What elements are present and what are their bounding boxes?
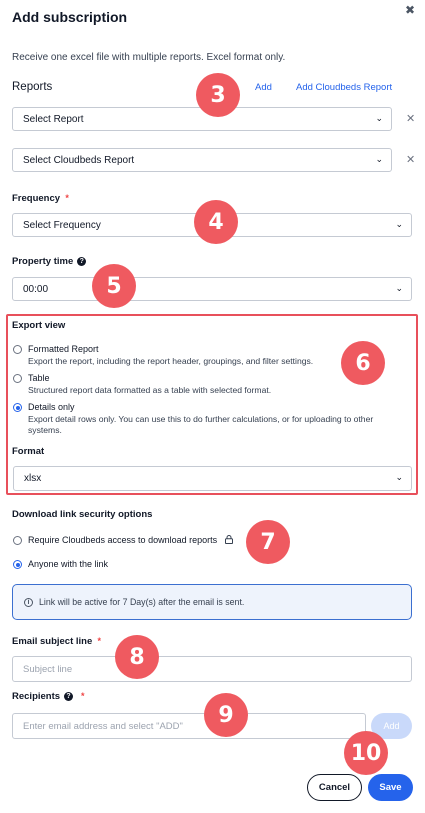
details-only-desc-2: systems.	[28, 424, 62, 435]
anyone-with-link-label: Anyone with the link	[28, 559, 109, 569]
frequency-value: Select Frequency	[23, 219, 101, 231]
close-icon[interactable]: ✖	[405, 3, 416, 17]
annotation-badge-6: 6	[341, 341, 385, 385]
help-icon[interactable]: ?	[77, 257, 86, 266]
radio-table[interactable]	[13, 374, 22, 383]
property-time-select[interactable]	[12, 277, 412, 301]
require-access-label: Require Cloudbeds access to download reports	[28, 535, 233, 545]
annotation-badge-5: 5	[92, 264, 136, 308]
chevron-down-icon: ⌄	[395, 283, 403, 293]
radio-anyone-with-link[interactable]	[13, 560, 22, 569]
help-icon[interactable]: ?	[64, 692, 73, 701]
property-time-value: 00:00	[23, 283, 49, 295]
format-value: xlsx	[24, 473, 42, 484]
annotation-badge-9: 9	[204, 693, 248, 737]
select-cloudbeds-report-value: Select Cloudbeds Report	[23, 154, 135, 166]
annotation-badge-3: 3	[196, 73, 240, 117]
required-marker: *	[97, 636, 102, 646]
save-button[interactable]: Save	[368, 774, 413, 801]
radio-require-cloudbeds-access[interactable]	[13, 536, 22, 545]
formatted-report-label: Formatted Report	[28, 344, 99, 354]
select-report-value: Select Report	[23, 113, 84, 125]
chevron-down-icon: ⌄	[375, 113, 383, 123]
add-cloudbeds-report-link[interactable]: Add Cloudbeds Report	[296, 82, 393, 93]
remove-cloudbeds-report-icon[interactable]: ✕	[406, 154, 416, 166]
cancel-button[interactable]: Cancel	[307, 774, 362, 801]
format-select[interactable]	[13, 466, 412, 491]
add-report-link[interactable]: Add	[255, 82, 272, 93]
chevron-down-icon: ⌄	[395, 472, 403, 482]
required-marker: *	[65, 193, 69, 203]
annotation-badge-8: 8	[115, 635, 159, 679]
info-text: Link will be active for 7 Day(s) after the email is sent.	[39, 597, 245, 607]
lock-icon	[225, 535, 233, 544]
chevron-down-icon: ⌄	[395, 219, 403, 229]
export-view-label: Export view	[12, 320, 66, 331]
info-icon: i	[24, 598, 33, 607]
table-desc: Structured report data formatted as a table with selected format.	[28, 385, 272, 395]
dialog-title: Add subscription	[12, 9, 128, 25]
formatted-report-desc: Export the report, including the report header, groupings, and filter settings.	[28, 356, 314, 366]
info-banner	[12, 584, 412, 620]
remove-report-icon[interactable]: ✕	[406, 113, 416, 125]
frequency-label: Frequency *	[12, 193, 69, 204]
email-subject-input[interactable]: Subject line	[12, 656, 412, 682]
download-security-label: Download link security options	[12, 509, 153, 520]
recipients-input[interactable]: Enter email address and select "ADD"	[12, 713, 366, 739]
reports-label: Reports	[12, 81, 53, 93]
add-recipient-button[interactable]: Add	[371, 713, 412, 739]
property-time-label: Property time ?	[12, 256, 86, 267]
format-label: Format	[12, 446, 45, 457]
radio-formatted-report[interactable]	[13, 345, 22, 354]
details-only-label: Details only	[28, 402, 75, 412]
annotation-badge-4: 4	[194, 200, 238, 244]
email-subject-label: Email subject line *	[12, 636, 102, 647]
annotation-badge-10: 10	[344, 731, 388, 775]
details-only-desc-1: Export detail rows only. You can use this to do further calculations, or for uploading to other	[28, 414, 374, 424]
select-cloudbeds-report-dropdown[interactable]	[12, 148, 392, 172]
dialog-description: Receive one excel file with multiple reports. Excel format only.	[12, 52, 286, 63]
chevron-down-icon: ⌄	[375, 154, 383, 164]
annotation-badge-7: 7	[246, 520, 290, 564]
recipients-label: Recipients ? *	[12, 691, 85, 702]
table-label: Table	[28, 373, 50, 383]
radio-details-only[interactable]	[13, 403, 22, 412]
required-marker: *	[80, 691, 85, 701]
